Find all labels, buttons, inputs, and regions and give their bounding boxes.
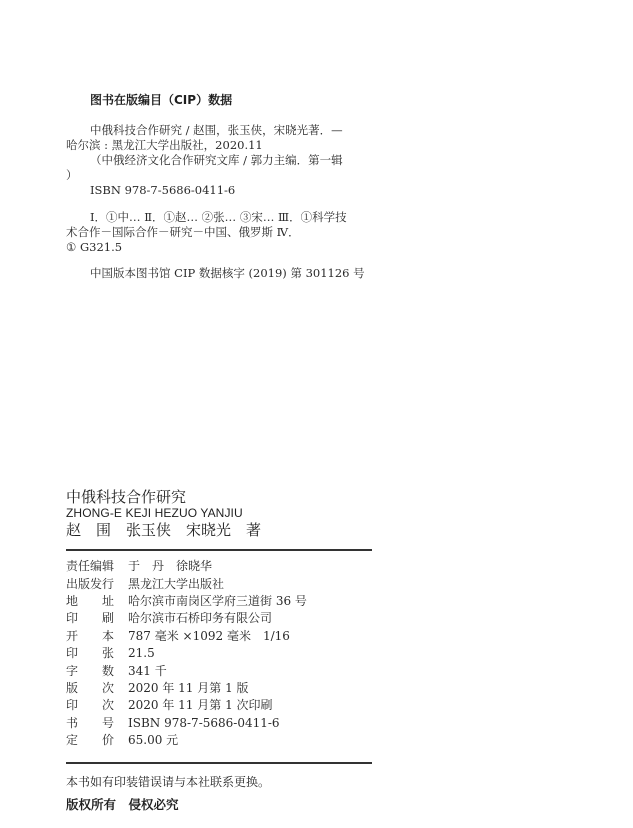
detail-value: ISBN 978-7-5686-0411-6 <box>128 715 280 730</box>
cip-line-series-close: ） <box>66 167 78 182</box>
cip-heading: 图书在版编目（CIP）数据 <box>90 93 233 107</box>
detail-row-address <box>66 593 372 610</box>
book-title-pinyin: ZHONG-E KEJI HEZUO YANJIU <box>66 506 243 520</box>
detail-label: 印 刷 <box>66 611 115 626</box>
copyright-notice: 版权所有 侵权必究 <box>66 797 179 812</box>
cip-line-record-number: 中国版本图书馆 CIP 数据核字 (2019) 第 301126 号 <box>90 265 365 280</box>
detail-label: 出版发行 <box>66 576 115 591</box>
detail-value: 787 毫米 ×1092 毫米 1/16 <box>128 628 290 643</box>
detail-label: 开 本 <box>66 628 115 643</box>
detail-row-price <box>66 732 372 749</box>
cip-line-series: （中俄经济文化合作研究文库 / 郭力主编．第一辑 <box>90 152 343 167</box>
detail-label: 责任编辑 <box>66 559 115 574</box>
detail-label: 地 址 <box>66 594 115 609</box>
detail-row-edition <box>66 680 372 697</box>
book-title: 中俄科技合作研究 <box>66 488 187 506</box>
detail-value: 哈尔滨市石桥印务有限公司 <box>128 611 273 626</box>
detail-row-printer <box>66 610 372 627</box>
detail-value: 于 丹 徐晓华 <box>128 559 213 574</box>
cip-subject-entry <box>66 210 386 255</box>
detail-row-editor <box>66 558 372 575</box>
detail-label: 印 次 <box>66 698 115 713</box>
detail-row-format <box>66 628 372 645</box>
detail-label: 版 次 <box>66 681 115 696</box>
cip-line-subject-cont: 术合作－国际合作－研究－中国、俄罗斯 Ⅳ． <box>66 224 300 239</box>
cip-line-title-authors: 中俄科技合作研究 / 赵围，张玉侠，宋晓光著．— <box>90 122 343 137</box>
detail-value: 2020 年 11 月第 1 次印刷 <box>128 698 273 713</box>
divider-top <box>66 549 372 551</box>
cip-record-number <box>66 266 386 281</box>
detail-label: 定 价 <box>66 733 115 748</box>
replacement-notice: 本书如有印装错误请与本社联系更换。 <box>66 775 271 789</box>
detail-value: 黑龙江大学出版社 <box>128 576 225 591</box>
divider-bottom <box>66 762 372 764</box>
book-authors: 赵 围 张玉侠 宋晓光 著 <box>66 521 262 539</box>
detail-value: 2020 年 11 月第 1 版 <box>128 681 249 696</box>
detail-row-impression <box>66 697 372 714</box>
detail-value: 341 千 <box>128 663 167 678</box>
cip-bibliographic-entry <box>66 123 386 198</box>
detail-value: 65.00 元 <box>128 733 179 748</box>
detail-row-publisher <box>66 576 372 593</box>
publication-details <box>66 558 372 749</box>
detail-label: 书 号 <box>66 715 115 730</box>
detail-value: 哈尔滨市南岗区学府三道街 36 号 <box>128 594 307 609</box>
detail-label: 印 张 <box>66 646 115 661</box>
detail-label: 字 数 <box>66 663 115 678</box>
detail-value: 21.5 <box>128 646 155 661</box>
cip-line-subject: Ⅰ．①中… Ⅱ．①赵… ②张… ③宋… Ⅲ．①科学技 <box>90 209 347 224</box>
detail-row-printed-sheets <box>66 645 372 662</box>
detail-row-isbn <box>66 715 372 732</box>
cip-line-publisher: 哈尔滨 : 黑龙江大学出版社，2020.11 <box>66 137 263 152</box>
cip-line-classification: ① G321.5 <box>66 239 123 254</box>
cip-line-isbn: ISBN 978-7-5686-0411-6 <box>90 182 236 197</box>
detail-row-word-count <box>66 663 372 680</box>
